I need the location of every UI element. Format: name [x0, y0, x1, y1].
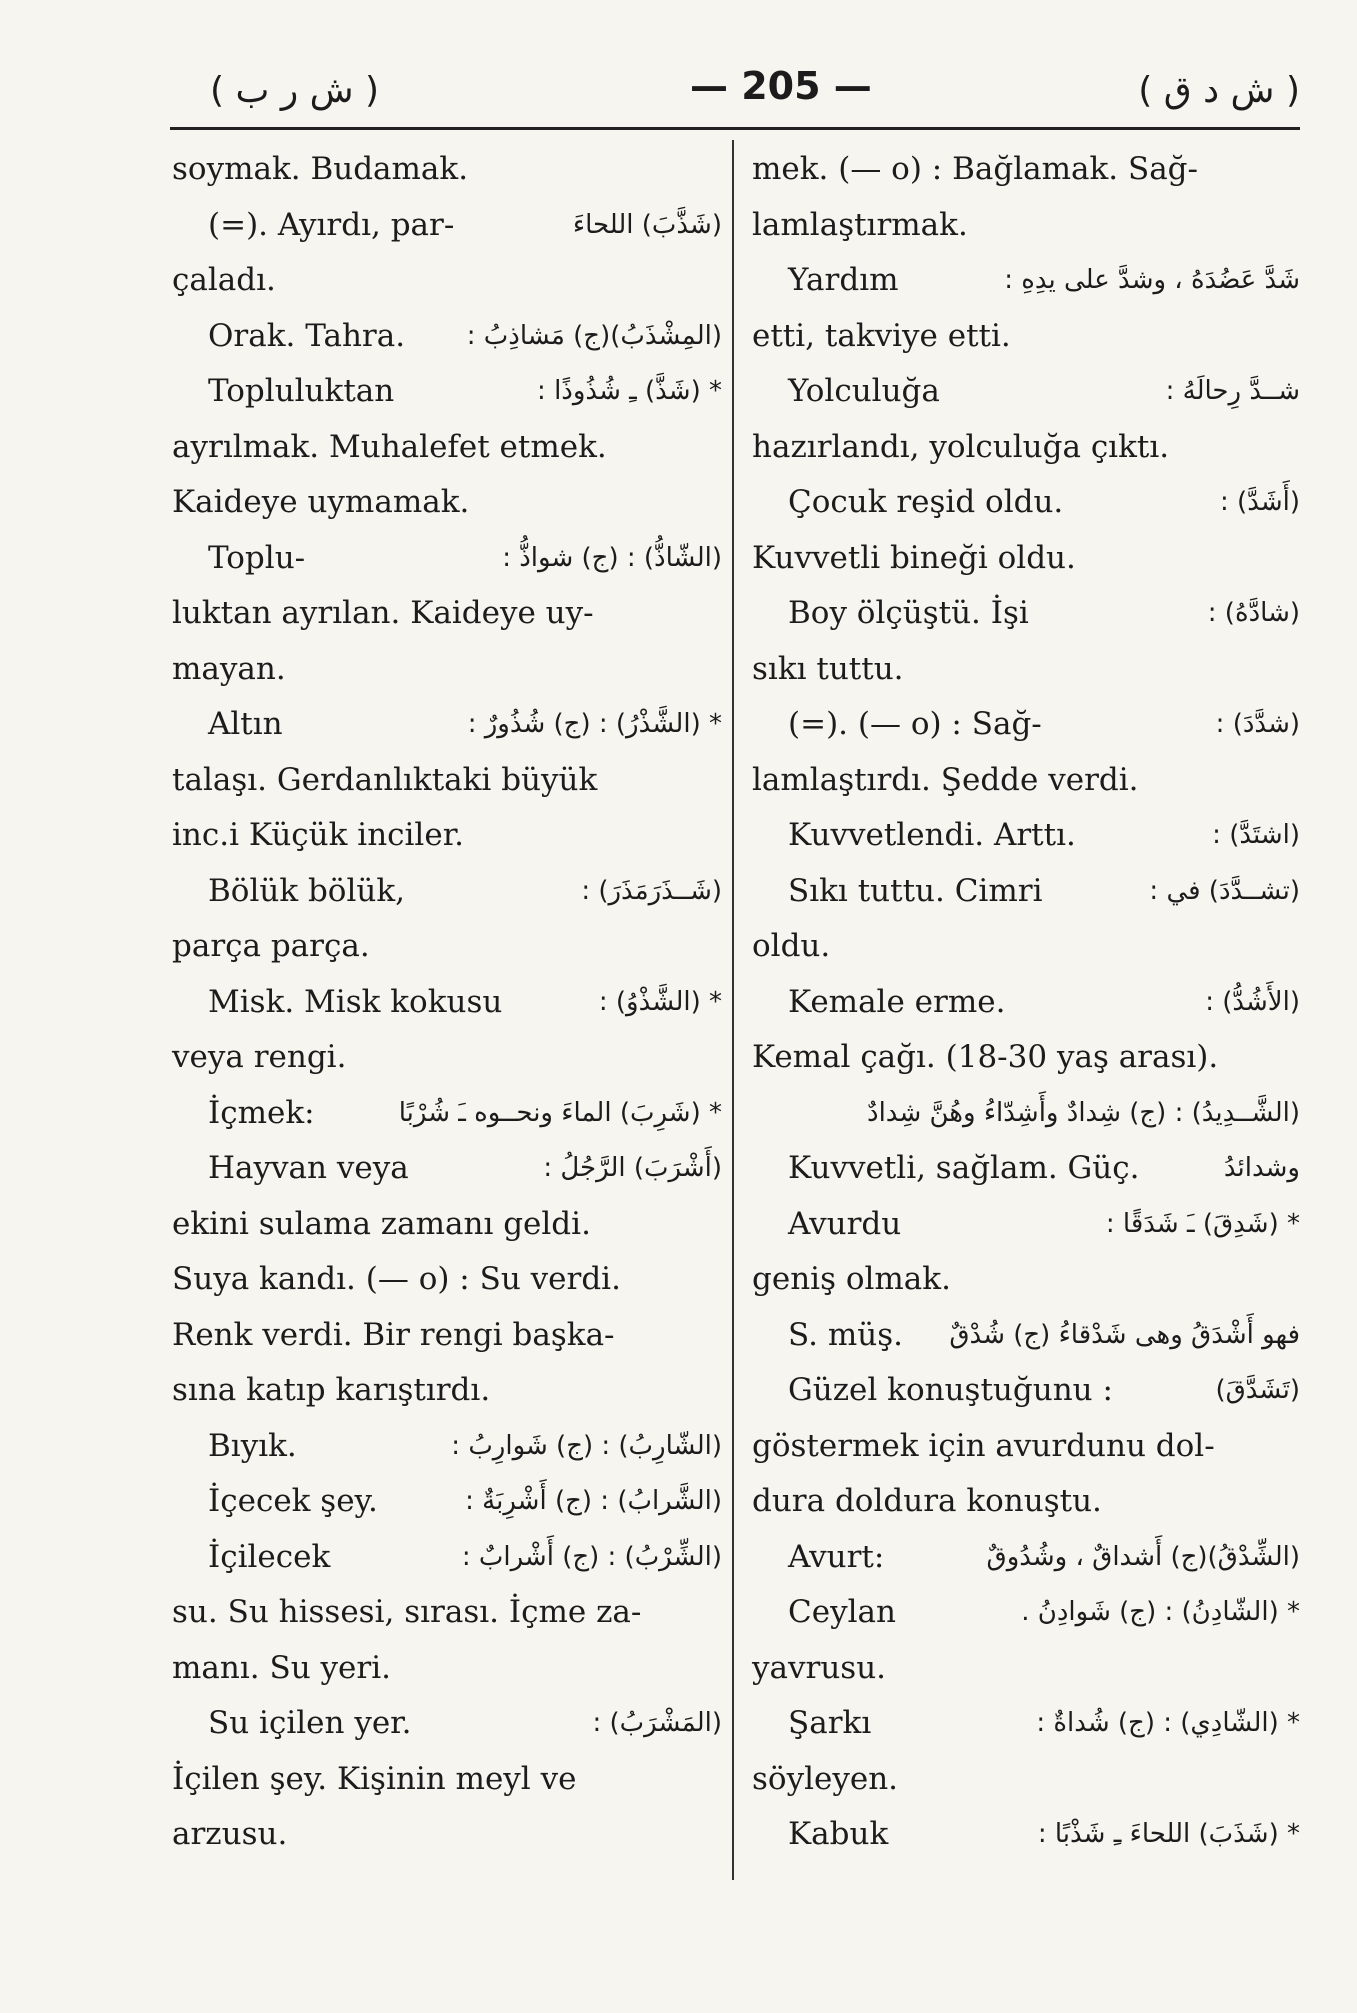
right-entry-line: [752, 975, 1300, 1031]
definition-text: Su içilen yer.: [208, 1705, 412, 1741]
arabic-headword: وشدائدُ: [1223, 1153, 1300, 1183]
definition-text: sıkı tuttu.: [752, 650, 904, 687]
definition-text: Kemale erme.: [788, 983, 1006, 1020]
definition-text: çaladı.: [172, 262, 276, 298]
arabic-headword: (أَشَدَّ) :: [1220, 487, 1300, 517]
arabic-headword: (الشّارِبُ) : (ج) شَوارِبُ :: [451, 1430, 722, 1461]
definition-text: Hayvan veya: [208, 1150, 409, 1186]
left-entry-line: [172, 253, 722, 309]
right-entry-line: [752, 1752, 1300, 1808]
definition-text: Güzel konuştuğunu :: [788, 1372, 1113, 1408]
left-entry-line: [172, 1197, 722, 1253]
definition-text: S. müş.: [788, 1316, 903, 1353]
left-entry-line: [172, 1474, 722, 1530]
definition-text: Kemal çağı. (18-30 yaş arası).: [752, 1039, 1219, 1075]
left-entry-line: [172, 753, 722, 809]
definition-text: İçilecek: [208, 1538, 331, 1575]
left-entry-line: [172, 642, 722, 698]
arabic-headword: * (شَرِبَ) الماءَ ونحــوه ـَ شُرْبًا: [398, 1097, 722, 1128]
left-entry-line: [172, 1419, 722, 1475]
left-entry-line: [172, 1030, 722, 1086]
arabic-headword: (شادَّهُ) :: [1207, 598, 1300, 628]
right-entry-line: [752, 1807, 1300, 1863]
left-column: [172, 142, 722, 1863]
definition-text: Yardım: [788, 262, 899, 298]
right-entry-line: [752, 309, 1300, 365]
definition-text: dura doldura konuştu.: [752, 1483, 1102, 1519]
right-root-heading: ( ش د ق ): [1138, 70, 1300, 111]
definition-text: Avurdu: [788, 1205, 902, 1242]
arabic-headword: (شدَّدَ) :: [1215, 709, 1300, 739]
right-entry-line: [752, 697, 1300, 753]
right-entry-line: [752, 642, 1300, 698]
right-entry-line: [752, 808, 1300, 864]
definition-text: luktan ayrılan. Kaideye uy-: [172, 595, 594, 631]
definition-text: Bölük bölük,: [208, 872, 405, 909]
definition-text: (=). (— o) : Sağ-: [788, 706, 1042, 742]
definition-text: ekini sulama zamanı geldi.: [172, 1205, 591, 1242]
definition-text: hazırlandı, yolculuğa çıktı.: [752, 428, 1170, 465]
right-entry-line: [752, 531, 1300, 587]
right-entry-line: [752, 1530, 1300, 1586]
left-entry-line: [172, 808, 722, 864]
arabic-headword: * (شَذَّ) ـِ شُذُوذًا :: [537, 376, 722, 406]
definition-text: inc.i Küçük inciler.: [172, 817, 464, 853]
arabic-headword: * (الشّادِنُ) : (ج) شَوادِنُ .: [1021, 1597, 1300, 1627]
left-entry-line: [172, 1363, 722, 1419]
page-header: [170, 64, 1300, 130]
left-root-heading: ( ش ر ب ): [210, 70, 380, 111]
right-entry-line: [752, 1641, 1300, 1697]
right-entry-line: [752, 1141, 1300, 1197]
definition-text: Kabuk: [788, 1816, 889, 1852]
left-entry-line: [172, 1585, 722, 1641]
definition-text: Misk. Misk kokusu: [208, 983, 503, 1020]
definition-text: talaşı. Gerdanlıktaki büyük: [172, 761, 598, 798]
right-entry-line: [752, 253, 1300, 309]
arabic-headword: (المِشْذَبُ)(ج) مَشاذِبُ :: [466, 320, 722, 351]
right-entry-line: [752, 1030, 1300, 1086]
right-entry-line: [752, 864, 1300, 920]
left-entry-line: [172, 1252, 722, 1308]
definition-text: Orak. Tahra.: [208, 317, 406, 354]
definition-text: su. Su hissesi, sırası. İçme za-: [172, 1594, 642, 1630]
definition-text: Yolculuğa: [788, 373, 940, 409]
right-entry-line: [752, 475, 1300, 531]
definition-text: Sıkı tuttu. Cimri: [788, 872, 1043, 909]
right-entry-line: [752, 753, 1300, 809]
definition-text: Bıyık.: [208, 1427, 297, 1464]
arabic-headword: شَدَّ عَضُدَهُ ، وشدَّ على يدِهِ :: [1004, 265, 1300, 295]
definition-text: yavrusu.: [752, 1649, 887, 1686]
left-entry-line: [172, 142, 722, 198]
definition-text: oldu.: [752, 928, 831, 964]
left-entry-line: [172, 697, 722, 753]
arabic-headword: * (الشَّذْرُ) : (ج) شُذُورٌ :: [467, 709, 722, 739]
definition-text: Kuvvetlendi. Arttı.: [788, 817, 1076, 853]
definition-text: manı. Su yeri.: [172, 1649, 391, 1686]
left-entry-line: [172, 586, 722, 642]
left-entry-line: [172, 975, 722, 1031]
left-entry-line: [172, 475, 722, 531]
right-entry-line: [752, 1419, 1300, 1475]
definition-text: veya rengi.: [172, 1039, 347, 1075]
definition-text: İçecek şey.: [208, 1483, 378, 1519]
right-entry-line: [752, 586, 1300, 642]
left-entry-line: [172, 198, 722, 254]
definition-text: Avurt:: [788, 1538, 885, 1575]
arabic-headword: (الشِّرْبُ) : (ج) أَشْرابٌ :: [461, 1541, 722, 1572]
arabic-headword: (الشَّــدِيدُ) : (ج) شِدادٌ وأَشِدّاءُ وهُنَّ شِدادٌ: [867, 1097, 1300, 1128]
right-entry-line: [752, 1696, 1300, 1752]
right-entry-line: [752, 1474, 1300, 1530]
definition-text: Boy ölçüştü. İşi: [788, 595, 1029, 631]
definition-text: mayan.: [172, 650, 286, 687]
left-entry-line: [172, 1752, 722, 1808]
left-entry-line: [172, 1807, 722, 1863]
arabic-headword: شــدَّ رِحالَهُ :: [1165, 376, 1300, 406]
definition-text: ayrılmak. Muhalefet etmek.: [172, 428, 607, 465]
arabic-headword: * (الشّادِي) : (ج) شُداةٌ :: [1036, 1708, 1300, 1738]
right-column: [752, 142, 1300, 1863]
left-entry-line: [172, 309, 722, 365]
arabic-headword: * (شَذَبَ) اللحاءَ ـِ شَذْبًا :: [1037, 1819, 1300, 1849]
arabic-headword: (الشّاذُّ) : (ج) شواذُّ :: [502, 542, 722, 573]
definition-text: sına katıp karıştırdı.: [172, 1372, 491, 1408]
definition-text: Kuvvetli bineği oldu.: [752, 539, 1076, 576]
right-entry-line: [752, 1197, 1300, 1253]
definition-text: (=). Ayırdı, par-: [208, 206, 455, 243]
arabic-headword: * (الشَّذْوُ) :: [598, 986, 722, 1017]
arabic-headword: (الأَشُدُّ) :: [1205, 986, 1300, 1017]
right-entry-line: [752, 420, 1300, 476]
definition-text: geniş olmak.: [752, 1261, 951, 1297]
definition-text: İçilen şey. Kişinin meyl ve: [172, 1760, 577, 1797]
right-entry-line: [752, 364, 1300, 420]
definition-text: etti, takviye etti.: [752, 317, 1011, 354]
definition-text: Altın: [208, 706, 283, 742]
definition-text: Şarkı: [788, 1705, 872, 1741]
left-entry-line: [172, 919, 722, 975]
arabic-headword: (الشِّدْقُ)(ج) أَشداقٌ ، وشُدُوقٌ: [986, 1541, 1300, 1572]
definition-text: göstermek için avurdunu dol-: [752, 1427, 1215, 1464]
definition-text: söyleyen.: [752, 1760, 899, 1797]
arabic-headword: (شَــذَرَمَذَرَ) :: [581, 875, 722, 906]
right-entry-line: [752, 142, 1300, 198]
left-entry-line: [172, 420, 722, 476]
definition-text: Renk verdi. Bir rengi başka-: [172, 1316, 615, 1353]
right-entry-line: [752, 1363, 1300, 1419]
definition-text: lamlaştırdı. Şedde verdi.: [752, 761, 1139, 798]
header-rule: [170, 127, 1300, 130]
left-entry-line: [172, 1086, 722, 1142]
definition-text: mek. (— o) : Bağlamak. Sağ-: [752, 151, 1199, 187]
right-entry-line: [752, 198, 1300, 254]
left-entry-line: [172, 864, 722, 920]
definition-text: soymak. Budamak.: [172, 151, 469, 187]
arabic-headword: * (شَدِقَ) ـَ شَدَقًا :: [1105, 1208, 1300, 1239]
arabic-headword: (المَشْرَبُ) :: [592, 1708, 722, 1738]
definition-text: arzusu.: [172, 1816, 288, 1852]
arabic-headword: (تشــدَّدَ) في :: [1149, 875, 1300, 906]
definition-text: Ceylan: [788, 1594, 896, 1630]
arabic-headword: (تَشَدَّقَ): [1215, 1375, 1300, 1405]
right-entry-line: [752, 1585, 1300, 1641]
definition-text: Topluluktan: [208, 373, 395, 409]
definition-text: Toplu-: [208, 539, 306, 576]
page-number: — 205 —: [690, 64, 872, 108]
right-entry-line: [752, 919, 1300, 975]
definition-text: Kaideye uymamak.: [172, 484, 470, 520]
definition-text: parça parça.: [172, 928, 370, 964]
definition-text: Kuvvetli, sağlam. Güç.: [788, 1150, 1140, 1186]
left-entry-line: [172, 1308, 722, 1364]
arabic-headword: فهو أَشْدَقُ وهى شَدْقاءُ (ج) شُدْقٌ: [949, 1319, 1300, 1350]
left-entry-line: [172, 364, 722, 420]
arabic-headword: (أَشْرَبَ) الرَّجُلُ :: [543, 1153, 722, 1183]
definition-text: Suya kandı. (— o) : Su verdi.: [172, 1261, 621, 1297]
left-entry-line: [172, 1141, 722, 1197]
left-entry-line: [172, 531, 722, 587]
right-entry-line: [752, 1252, 1300, 1308]
definition-text: lamlaştırmak.: [752, 206, 968, 243]
right-entry-line: [752, 1086, 1300, 1142]
definition-text: İçmek:: [208, 1094, 315, 1131]
arabic-headword: (اشتَدَّ) :: [1212, 820, 1300, 850]
arabic-headword: (شَذَّبَ) اللحاءَ: [572, 209, 722, 240]
left-entry-line: [172, 1641, 722, 1697]
left-entry-line: [172, 1530, 722, 1586]
left-entry-line: [172, 1696, 722, 1752]
arabic-headword: (الشَّرابُ) : (ج) أَشْرِبَةٌ :: [465, 1486, 722, 1516]
column-divider: [732, 140, 734, 1880]
definition-text: Çocuk reşid oldu.: [788, 484, 1064, 520]
right-entry-line: [752, 1308, 1300, 1364]
